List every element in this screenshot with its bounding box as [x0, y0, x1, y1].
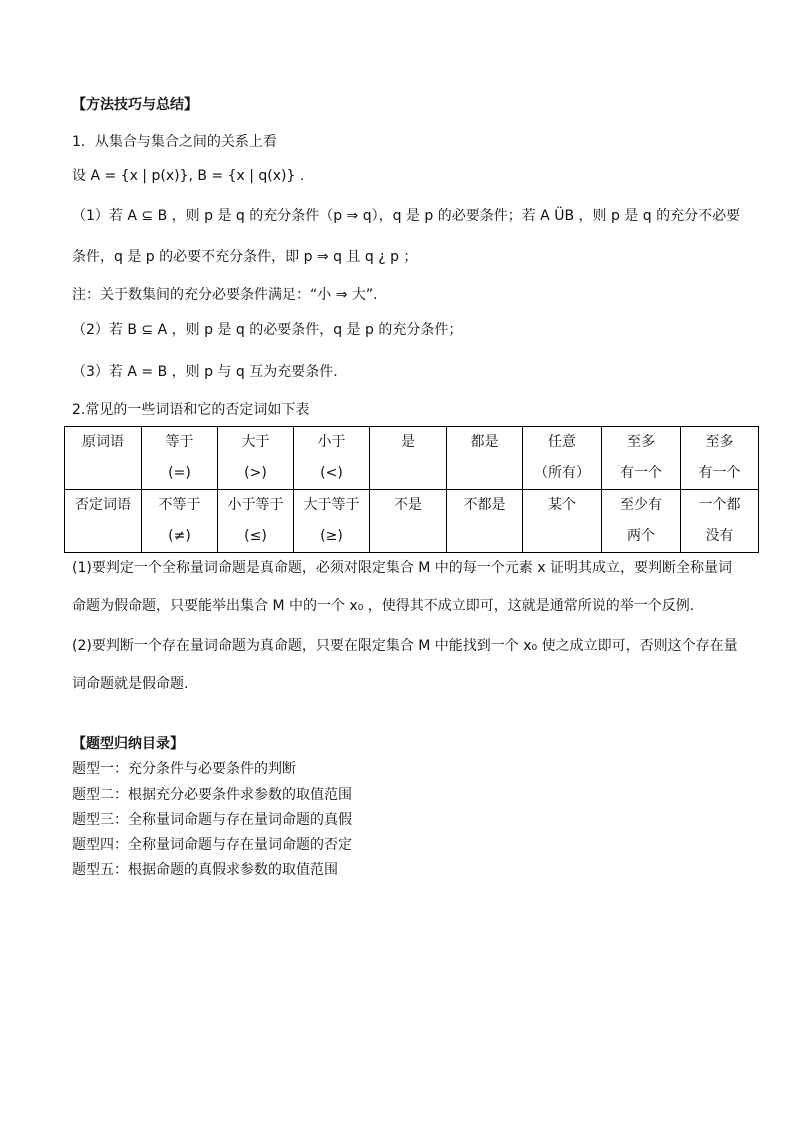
table-cell: 某个: [523, 490, 602, 553]
catalog-heading: 【题型归纳目录】: [72, 736, 184, 752]
table-cell: 小于 (<): [294, 427, 370, 490]
rule2-line2: 词命题就是假命题.: [72, 676, 189, 692]
table-cell: 原词语: [65, 427, 142, 490]
table-cell: 大于 (>): [218, 427, 294, 490]
catalog-item: 题型二：根据充分必要条件求参数的取值范围: [72, 787, 352, 803]
point2-title: 2.常见的一些词语和它的否定词如下表: [72, 402, 310, 418]
catalog-item: 题型一：充分条件与必要条件的判断: [72, 761, 296, 777]
table-cell: 否定词语: [65, 490, 142, 553]
negation-table: [64, 426, 759, 553]
table-cell: 任意 （所有）: [523, 427, 602, 490]
case3-line: （3）若 A = B ，则 p 与 q 互为充要条件.: [72, 364, 338, 380]
catalog-item: 题型五：根据命题的真假求参数的取值范围: [72, 862, 338, 878]
method-heading: 【方法技巧与总结】: [72, 97, 198, 113]
table-cell: 大于等于 (≥): [294, 490, 370, 553]
table-cell: 是: [370, 427, 447, 490]
table-cell: 都是: [447, 427, 523, 490]
table-row: [65, 427, 759, 490]
table-cell: 不是: [370, 490, 447, 553]
table-cell: 至少有 两个: [602, 490, 681, 553]
catalog-item: 题型四：全称量词命题与存在量词命题的否定: [72, 837, 352, 853]
case1-line1: （1）若 A ⊆ B ，则 p 是 q 的充分条件（p ⇒ q），q 是 p 的必要条件；若 A ÜB ，则 p 是 q 的充分不必要: [72, 208, 741, 224]
rule2-line1: (2)要判断一个存在量词命题为真命题，只要在限定集合 M 中能找到一个 x₀ 使之成立即可，否则这个存在量: [72, 638, 738, 654]
table-cell: 至多 有一个: [681, 427, 759, 490]
table-cell: 不都是: [447, 490, 523, 553]
table-cell: 等于 (=): [142, 427, 218, 490]
rule1-line2: 命题为假命题，只要能举出集合 M 中的一个 x₀ ，使得其不成立即可，这就是通常所说的举一个反例.: [72, 598, 695, 614]
rule1-line1: (1)要判定一个全称量词命题是真命题，必须对限定集合 M 中的每一个元素 x 证明其成立，要判断全称量词: [72, 560, 732, 576]
case2-line: （2）若 B ⊆ A ，则 p 是 q 的必要条件，q 是 p 的充分条件；: [72, 322, 463, 338]
point1-title: 1．从集合与集合之间的关系上看: [72, 134, 277, 150]
case1-line2: 条件，q 是 p 的必要不充分条件，即 p ⇒ q 且 q ¿ p ；: [72, 249, 418, 265]
note-line: 注：关于数集间的充分必要条件满足：“小 ⇒ 大”.: [72, 287, 378, 303]
table-cell: 小于等于 (≤): [218, 490, 294, 553]
set-definition: 设 A = {x | p(x)}, B = {x | q(x)} .: [72, 168, 305, 184]
table-cell: 至多 有一个: [602, 427, 681, 490]
catalog-item: 题型三：全称量词命题与存在量词命题的真假: [72, 812, 352, 828]
table-cell: 不等于 (≠): [142, 490, 218, 553]
table-cell: 一个都 没有: [681, 490, 759, 553]
table-row: [65, 490, 759, 553]
